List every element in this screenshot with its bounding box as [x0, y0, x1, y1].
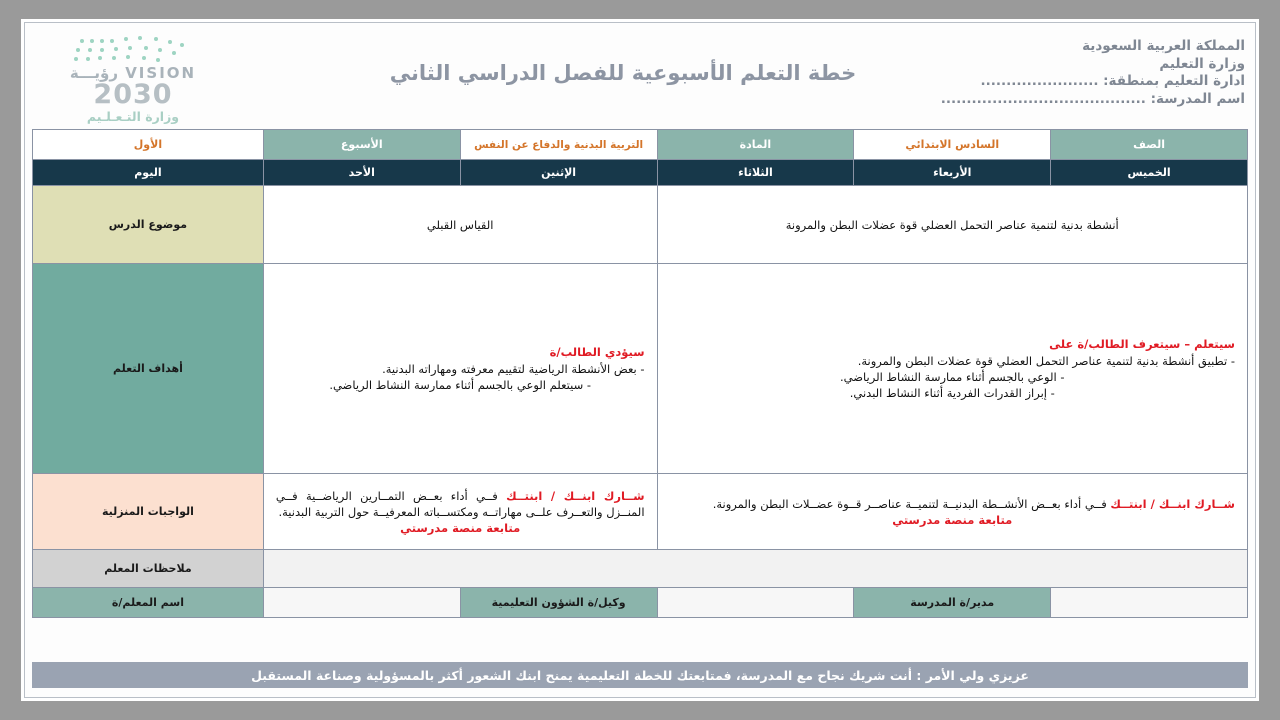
- day-row-label: اليوم: [33, 160, 264, 186]
- table-row-topic: [33, 186, 1248, 264]
- homework-right-footer: متابعة منصة مدرستي: [400, 521, 521, 535]
- page-title: خطة التعلم الأسبوعية للفصل الدراسي الثاني: [389, 61, 857, 85]
- teacher-name-label: اسم المعلم/ة: [33, 588, 264, 618]
- supervisor-signature-field[interactable]: [657, 588, 854, 618]
- objectives-cell-left[interactable]: [657, 264, 1247, 474]
- objectives-right-item-1: - بعض الأنشطة الرياضية لتقييم معرفته ومهاراته البدنية.: [382, 361, 645, 376]
- table-row-homework: [33, 474, 1248, 550]
- footer-message: عزيزي ولي الأمر : أنت شريك نجاح مع المدرسة، فمتابعتك للخطة التعليمية يمنح ابنك الشعور أكثر بالمسؤولية وصناعة المستقبل: [251, 667, 1029, 683]
- topic-cell-right[interactable]: القياس القبلي: [263, 186, 657, 264]
- supervisor-label: وكيل/ة الشؤون التعليمية: [460, 588, 657, 618]
- day-sunday: الأحد: [263, 160, 460, 186]
- homework-right-lead: شــارك ابنــك / ابنتــك: [506, 489, 645, 503]
- homework-right-body: فــي أداء بعــض التمــارين الرياضــية فــي المنــزل والتعــرف علــى مهاراتــه ومكتســباته المعرفيــة حول التربية البدنية.: [275, 489, 645, 519]
- homework-cell-left[interactable]: [657, 474, 1247, 550]
- grade-label: الصف: [1051, 130, 1248, 160]
- row-label-objectives: أهداف التعلم: [33, 264, 264, 474]
- day-monday: الإثنين: [460, 160, 657, 186]
- week-label: الأسبوع: [263, 130, 460, 160]
- logo-year: 2030: [93, 78, 173, 110]
- topic-cell-left[interactable]: أنشطة بدنية لتنمية عناصر التحمل العضلي قوة عضلات البطن والمرونة: [657, 186, 1247, 264]
- white-border-band: [21, 19, 1259, 701]
- document-page: [24, 22, 1256, 698]
- table-row-info: [33, 130, 1248, 160]
- objectives-right-heading: سيؤدي الطالب/ة: [549, 344, 645, 359]
- outer-frame: [12, 10, 1268, 710]
- homework-left-body: فــي أداء بعــض الأنشــطة البدنيــة لتنميــة عناصــر قــوة عضــلات البطن والمرونة.: [712, 497, 1107, 511]
- objectives-right-item-2: - سيتعلم الوعي بالجسم أثناء ممارسة النشاط الرياضي.: [329, 377, 592, 392]
- ministry-line-kingdom: المملكة العربية السعودية: [1082, 38, 1245, 54]
- subject-value[interactable]: التربية البدنية والدفاع عن النفس: [460, 130, 657, 160]
- logo-ministry-text: وزارة التـعـلـيم: [86, 108, 180, 124]
- weekly-plan-table: [32, 129, 1248, 618]
- homework-left-lead: شــارك ابنــك / ابنتــك: [1110, 497, 1235, 511]
- ministry-block: [940, 29, 1245, 129]
- objectives-left-item-3: - إبراز القدرات الفردية أثناء النشاط البدني.: [849, 385, 1055, 400]
- notes-value[interactable]: [263, 550, 1247, 588]
- objectives-cell-right[interactable]: [263, 264, 657, 474]
- teacher-name-field[interactable]: [263, 588, 460, 618]
- row-label-notes: ملاحظات المعلم: [33, 550, 264, 588]
- table-row-objectives: [33, 264, 1248, 474]
- footer-banner: [32, 662, 1248, 688]
- principal-label: مدير/ة المدرسة: [854, 588, 1051, 618]
- homework-cell-right[interactable]: [263, 474, 657, 550]
- row-label-topic: موضوع الدرس: [33, 186, 264, 264]
- logo-block: [33, 29, 233, 129]
- logo-dots-decoration: [58, 35, 208, 65]
- ministry-line-region: ادارة التعليم بمنطقة: .......................: [980, 73, 1245, 89]
- table-row-notes: [33, 550, 1248, 588]
- ministry-line-school: اسم المدرسة: ........................................: [940, 90, 1245, 107]
- vision-2030-logo: [58, 35, 208, 124]
- objectives-left-item-1: - تطبيق أنشطة بدنية لتنمية عناصر التحمل العضلي قوة عضلات البطن والمرونة.: [857, 353, 1235, 368]
- title-block: [233, 29, 1013, 129]
- week-value[interactable]: الأول: [33, 130, 264, 160]
- logo-vision-word: VISION: [125, 63, 197, 82]
- subject-label: المادة: [657, 130, 854, 160]
- grade-value[interactable]: السادس الابتدائي: [854, 130, 1051, 160]
- homework-left-footer: متابعة منصة مدرستي: [892, 513, 1013, 527]
- ministry-line-ministry: وزارة التعليم: [1159, 55, 1245, 72]
- logo-vision-word-ar: رؤيـــة: [69, 63, 118, 82]
- day-tuesday: الثلاثاء: [657, 160, 854, 186]
- day-wednesday: الأربعاء: [854, 160, 1051, 186]
- document-header: [25, 23, 1255, 129]
- day-thursday: الخميس: [1051, 160, 1248, 186]
- table-row-days: [33, 160, 1248, 186]
- row-label-homework: الواجبات المنزلية: [33, 474, 264, 550]
- principal-signature-field[interactable]: [1051, 588, 1248, 618]
- table-row-signatures: [33, 588, 1248, 618]
- objectives-left-item-2: - الوعي بالجسم أثناء ممارسة النشاط الرياضي.: [840, 369, 1065, 384]
- objectives-left-heading: سيتعلم – سيتعرف الطالب/ة على: [1049, 336, 1235, 351]
